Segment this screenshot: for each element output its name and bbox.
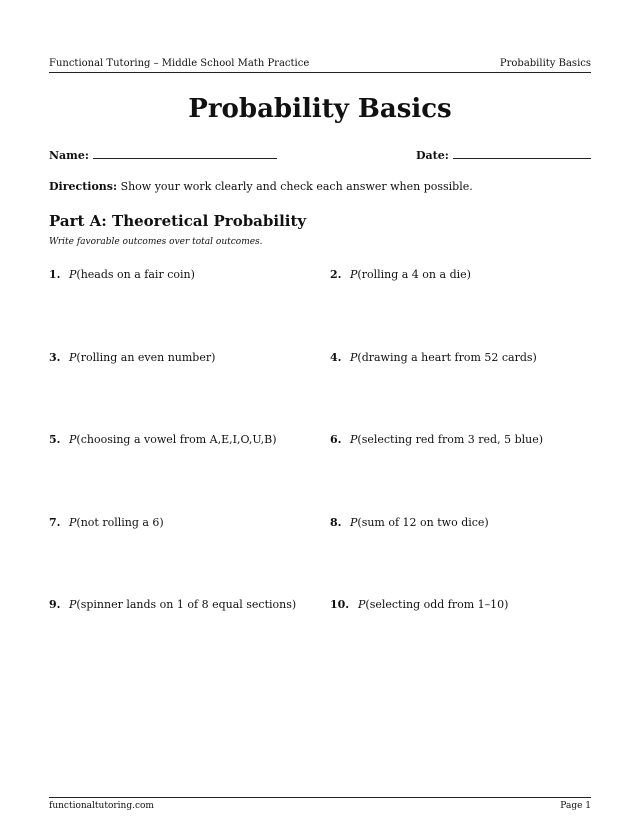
problem-text: (rolling an even number) [76,351,216,364]
problem-number: 4. [330,351,342,364]
probability-symbol: P [358,598,366,611]
directions-label: Directions: [49,180,118,193]
problem-number: 7. [49,516,61,529]
directions [49,180,591,193]
problem-10 [330,598,508,611]
problem-4 [330,351,537,364]
problem-text: (drawing a heart from 52 cards) [357,351,537,364]
problem-text: (selecting red from 3 red, 5 blue) [357,433,544,446]
problem-text: (sum of 12 on two dice) [357,516,489,529]
name-field[interactable] [49,148,277,162]
problem-9 [49,598,296,611]
page-footer [49,797,591,811]
name-label: Name: [49,149,89,162]
problem-number: 8. [330,516,342,529]
header-left: Functional Tutoring – Middle School Math Practice [49,58,310,69]
probability-symbol: P [350,268,358,281]
footer-left: functionaltutoring.com [49,801,154,811]
problem-3 [49,351,215,364]
problem-text: (rolling a 4 on a die) [357,268,471,281]
date-label: Date: [416,149,449,162]
probability-symbol: P [350,516,358,529]
problem-text: (heads on a fair coin) [76,268,195,281]
problem-number: 3. [49,351,61,364]
problem-number: 2. [330,268,342,281]
problem-5 [49,433,277,446]
name-line[interactable] [93,148,277,159]
probability-symbol: P [69,433,77,446]
page-header [49,58,591,73]
problem-8 [330,516,489,529]
problem-1 [49,268,195,281]
problem-text: (not rolling a 6) [76,516,164,529]
problem-text: (spinner lands on 1 of 8 equal sections) [76,598,297,611]
part-a-title: Part A: Theoretical Probability [49,212,307,230]
page-title: Probability Basics [188,94,452,124]
probability-symbol: P [69,268,77,281]
problem-text: (choosing a vowel from A,E,I,O,U,B) [76,433,277,446]
problem-number: 5. [49,433,61,446]
problem-2 [330,268,471,281]
probability-symbol: P [69,598,77,611]
probability-symbol: P [350,351,358,364]
footer-right: Page 1 [560,801,591,811]
date-field[interactable] [416,148,591,162]
problem-number: 9. [49,598,61,611]
part-a-subtitle: Write favorable outcomes over total outcomes. [49,237,263,247]
problem-7 [49,516,164,529]
probability-symbol: P [350,433,358,446]
header-right: Probability Basics [499,58,591,69]
date-line[interactable] [453,148,591,159]
problem-number: 6. [330,433,342,446]
problem-6 [330,433,543,446]
probability-symbol: P [69,351,77,364]
problem-number: 1. [49,268,61,281]
probability-symbol: P [69,516,77,529]
problem-number: 10. [330,598,350,611]
directions-text: Show your work clearly and check each answer when possible. [120,180,473,193]
problem-text: (selecting odd from 1–10) [365,598,509,611]
